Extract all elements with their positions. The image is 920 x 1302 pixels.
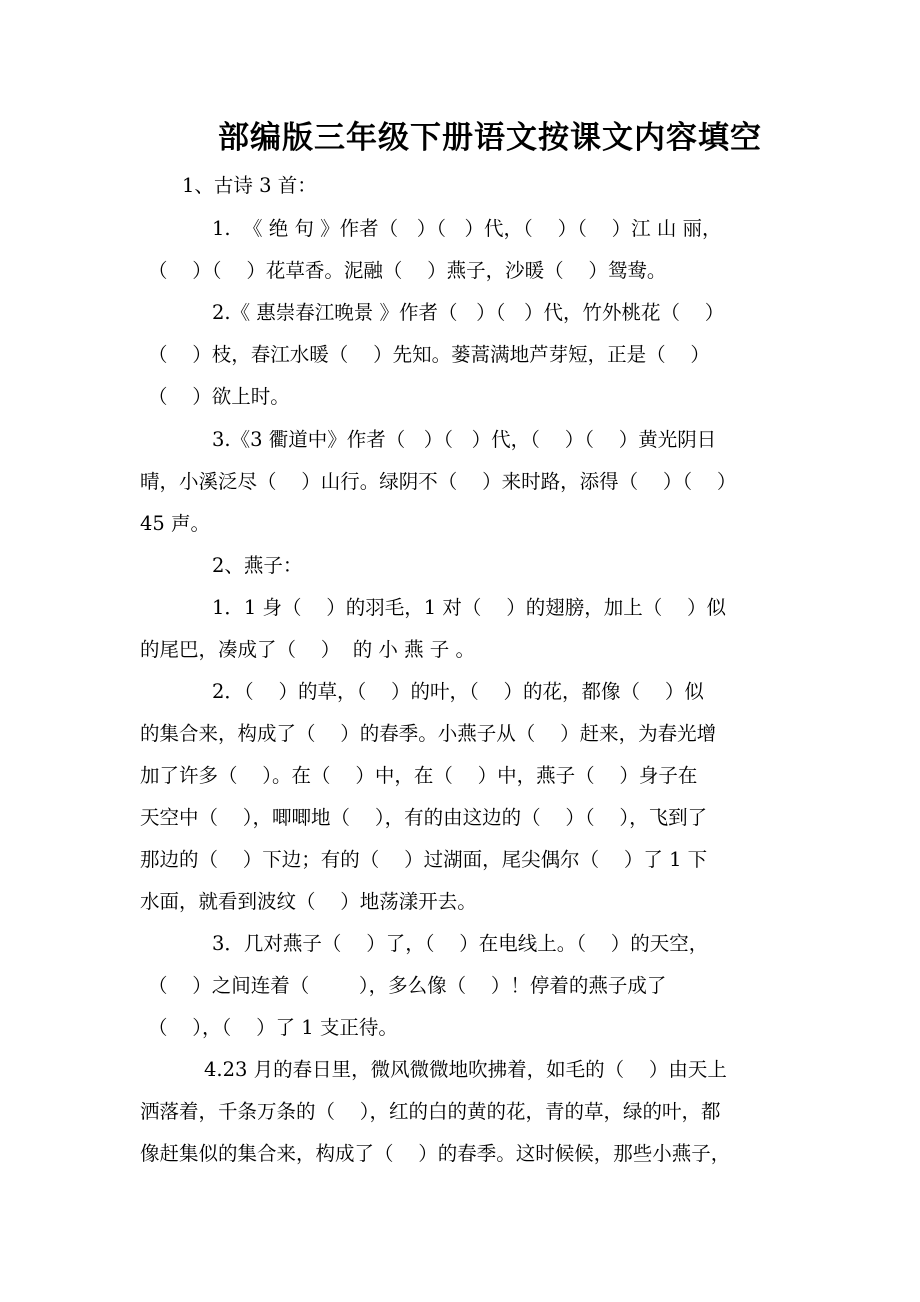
- text-line: 2．（ ）的草，（ ）的叶，（ ）的花，都像（ ）似: [212, 680, 704, 703]
- text-line: （ ），（ ）了 1 支正待。: [148, 1016, 398, 1039]
- text-line: （ ）枝，春江水暖（ ）先知。蒌蒿满地芦芽短，正是（ ）: [148, 343, 710, 366]
- text-line: 3．几对燕子（ ）了，（ ）在电线上。（ ）的天空，: [212, 932, 709, 955]
- text-line: （ ）（ ）花草香。泥融（ ）燕子，沙暖（ ）鸳鸯。: [148, 259, 667, 282]
- text-line: （ ）欲上时。: [148, 385, 290, 408]
- text-line: 的集合来，构成了（ ）的春季。小燕子从（ ）赶来，为春光增: [140, 722, 717, 745]
- text-line: 水面，就看到波纹（ ）地荡漾开去。: [140, 890, 477, 913]
- text-line: 1. 《 绝 句 》作者（ ）（ ）代，（ ）（ ）江 山 丽，: [212, 217, 722, 240]
- text-line: 像赶集似的集合来，构成了（ ）的春季。这时候候，那些小燕子，: [140, 1142, 731, 1165]
- text-line: 洒落着，千条万条的（ ），红的白的黄的花，青的草，绿的叶，都: [140, 1100, 721, 1123]
- text-line: 4.23 月的春日里，微风微微地吹拂着，如毛的（ ）由天上: [204, 1058, 727, 1081]
- text-line: （ ）之间连着（ ），多么像（ ）！停着的燕子成了: [148, 974, 667, 997]
- section-heading-swallows: 2、燕子：: [212, 554, 303, 577]
- page-title: 部编版三年级下册语文按课文内容填空: [218, 120, 762, 156]
- text-line: 天空中（ ），唧唧地（ ），有的由这边的（ ）（ ），飞到了: [140, 806, 708, 829]
- text-line: 45 声。: [140, 512, 211, 535]
- text-line: 2.《 惠崇春江晚景 》作者（ ）（ ）代，竹外桃花（ ）: [212, 301, 725, 324]
- text-line: 晴，小溪泛尽（ ）山行。绿阴不（ ）来时路，添得（ ）（ ）: [140, 470, 737, 493]
- text-line: 3.《3 衢道中》作者（ ）（ ）代，（ ）（ ）黄光阴日: [212, 428, 717, 451]
- text-line: 加了许多（ ）。在（ ）中，在（ ）中，燕子（ ）身子在: [140, 764, 698, 787]
- text-line: 1．1 身（ ）的羽毛，1 对（ ）的翅膀，加上（ ）似: [212, 596, 726, 619]
- text-line: 那边的（ ）下边；有的（ ）过湖面，尾尖偶尔（ ）了 1 下: [140, 848, 708, 871]
- section-heading-poems: 1、古诗 3 首：: [182, 174, 317, 197]
- text-line: 的尾巴，凑成了（ ） 的 小 燕 子 。: [140, 638, 475, 661]
